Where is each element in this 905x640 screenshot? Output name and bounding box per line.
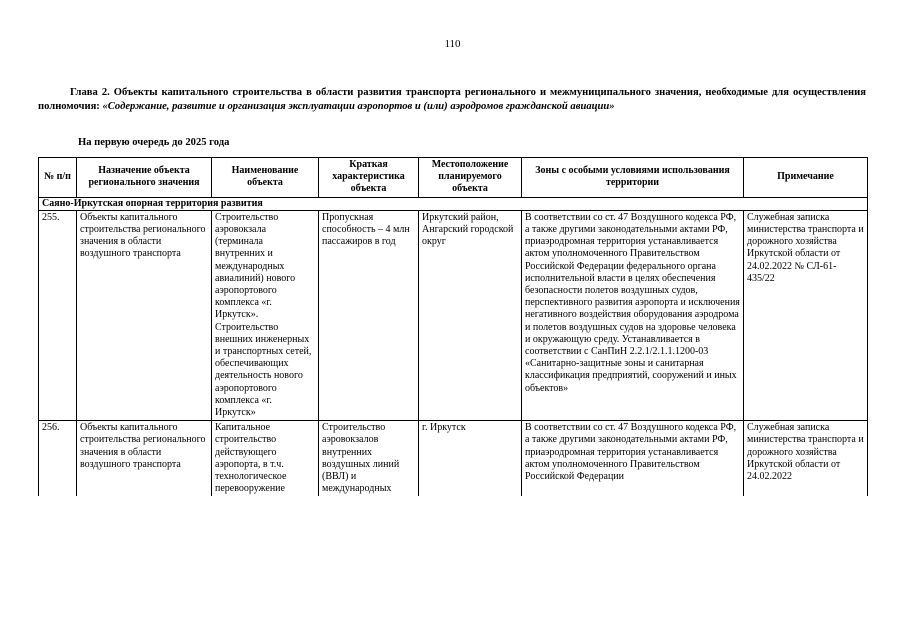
cell-location: Иркутский район, Ангарский городской округ [419, 210, 522, 420]
cell-characteristic: Пропускная способность – 4 млн пассажиров в год [319, 210, 419, 420]
header-zones: Зоны с особыми условиями использования территории [522, 158, 744, 198]
header-name: Наименование объекта [212, 158, 319, 198]
page-number: 110 [444, 38, 461, 50]
queue-label: На первую очередь до 2025 года [78, 137, 230, 148]
table-header-row [39, 158, 868, 198]
chapter-heading-italic: «Содержание, развитие и организация эксплуатации аэропортов и (или) аэродромов гражданской авиации» [102, 101, 615, 112]
header-characteristic: Краткая характеристика объекта [319, 158, 419, 198]
cell-number: 256. [39, 421, 77, 497]
cell-purpose: Объекты капитального строительства регионального значения в области воздушного транспорта [77, 210, 212, 420]
cell-purpose: Объекты капитального строительства регионального значения в области воздушного транспорта [77, 421, 212, 497]
cell-name: Строительство аэровокзала (терминала внутренних и международных авиалиний) нового аэропортового комплекса «г. Иркутск». Строительство внешних инженерных и транспортных сетей, обеспечивающих деятельность нового аэропортового комплекса «г. Иркутск» [212, 210, 319, 420]
cell-zones: В соответствии со ст. 47 Воздушного кодекса РФ, а также другими законодательными актами РФ, приаэродромная территория устанавливается актом уполномоченного Правительством Российской Федерации [522, 421, 744, 497]
cell-characteristic: Строительство аэровокзалов внутренних воздушных линий (ВВЛ) и международных [319, 421, 419, 497]
objects-table [38, 157, 868, 496]
section-row [39, 197, 868, 210]
chapter-heading [38, 86, 866, 114]
table-row [39, 210, 868, 420]
cell-number: 255. [39, 210, 77, 420]
cell-name: Капитальное строительство действующего аэропорта, в т.ч. технологическое перевооружение [212, 421, 319, 497]
cell-zones: В соответствии со ст. 47 Воздушного кодекса РФ, а также другими законодательными актами РФ, приаэродромная территория устанавливается актом уполномоченного Правительством Российской Федерации федерального органа исполнительной власти в целях обеспечения безопасности полетов воздушных судов, перспективного развития аэропорта и исключения негативного воздействия оборудования аэродрома и полетов воздушных судов на здоровье человека и окружающую среду. Устанавливается в соответствии с СанПиН 2.2.1/2.1.1.1200-03 «Санитарно-защитные зоны и санитарная классификация предприятий, сооружений и иных объектов» [522, 210, 744, 420]
header-number: № п/п [39, 158, 77, 198]
cell-location: г. Иркутск [419, 421, 522, 497]
header-purpose: Назначение объекта регионального значения [77, 158, 212, 198]
cell-note: Служебная записка министерства транспорта и дорожного хозяйства Иркутской области от 24.02.2022 № СЛ-61-435/22 [744, 210, 868, 420]
section-title: Саяно-Иркутская опорная территория развития [39, 197, 868, 210]
table-row [39, 421, 868, 497]
chapter-heading-main: Глава 2. Объекты капитального строительства в области развития транспорта регионального и межмуниципального значения, необходимые для осуществления полномочия: [38, 87, 866, 112]
header-note: Примечание [744, 158, 868, 198]
header-location: Местоположение планируемого объекта [419, 158, 522, 198]
cell-note: Служебная записка министерства транспорта и дорожного хозяйства Иркутской области от 24.02.2022 [744, 421, 868, 497]
